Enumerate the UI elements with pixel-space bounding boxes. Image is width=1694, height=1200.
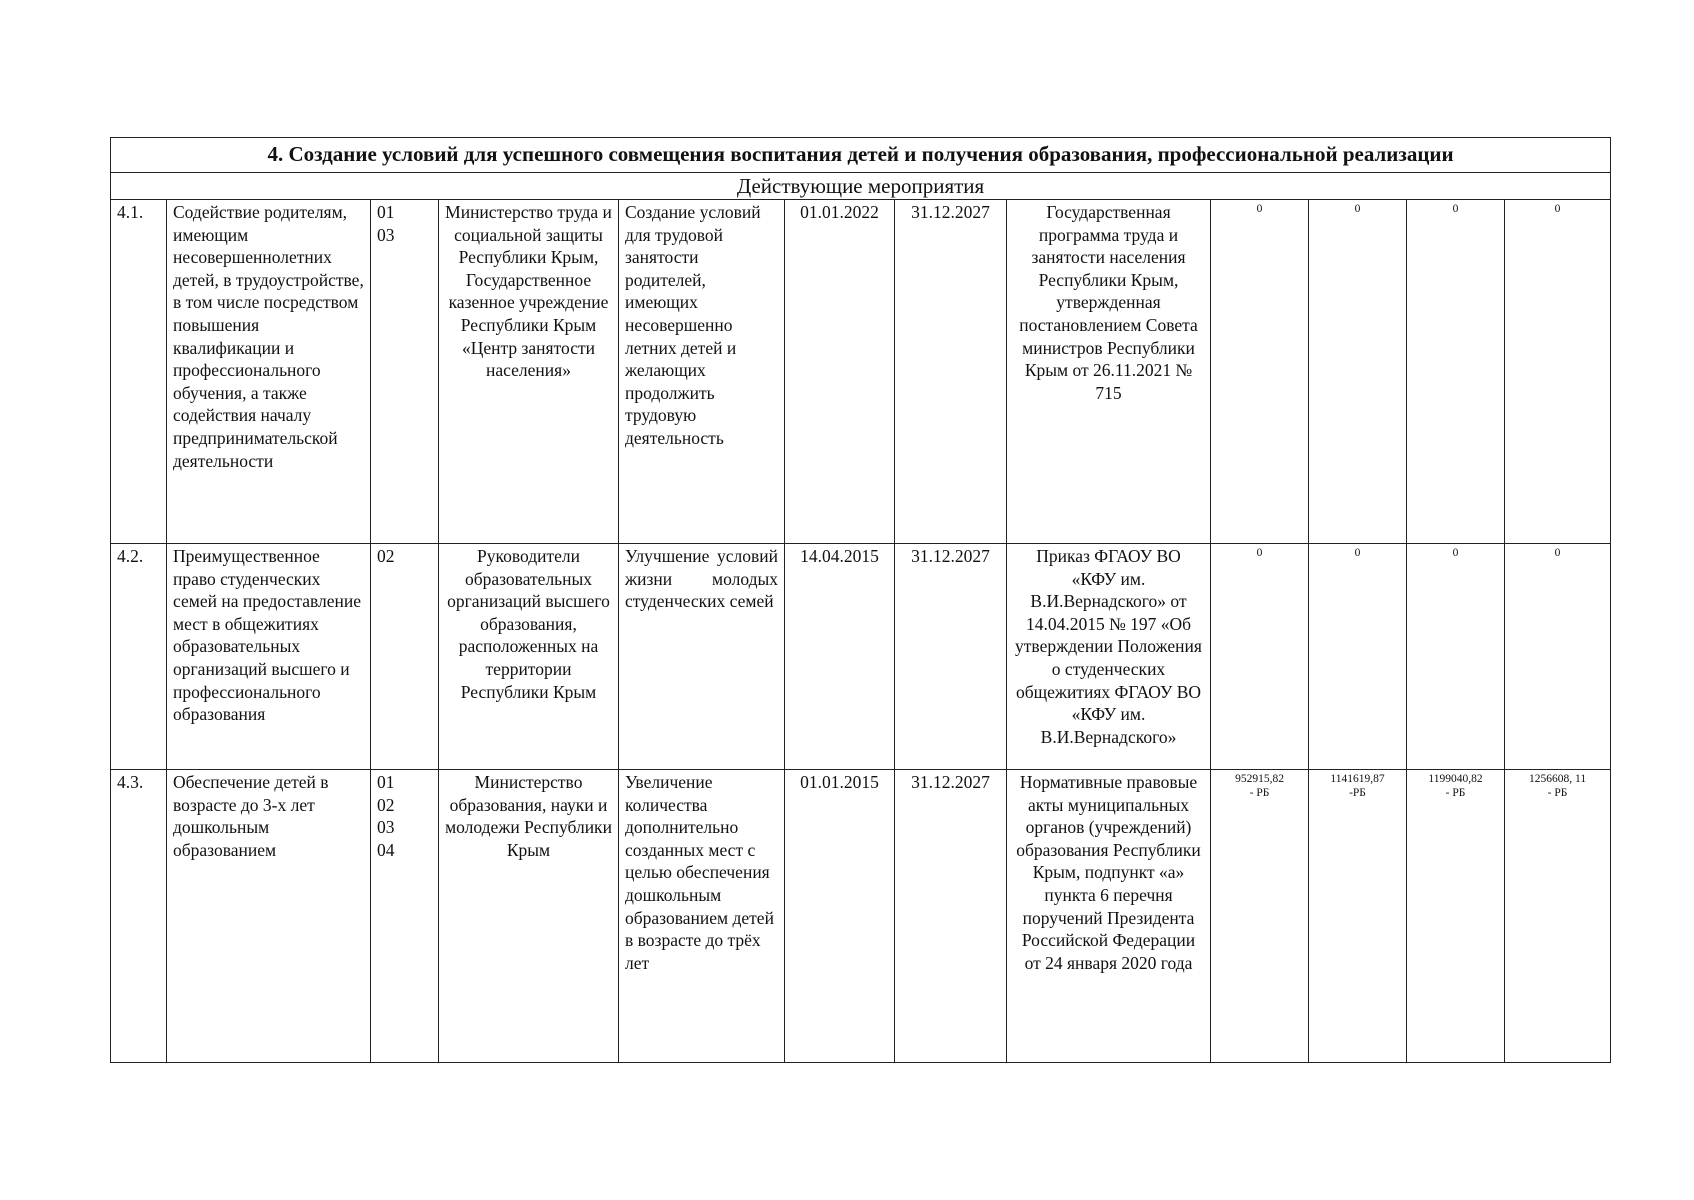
- section-title: 4. Создание условий для успешного совмещения воспитания детей и получения образования, профессиональной реализации: [111, 138, 1611, 173]
- table-row: [111, 200, 1611, 544]
- document-page: [110, 137, 1610, 1063]
- section-subtitle: Действующие мероприятия: [111, 173, 1611, 200]
- measure-cell: Преимущественное право студенческих семей на предоставление мест в общежитиях образовательных организаций высшего и профессионального образования: [167, 544, 371, 770]
- end-date-cell: 31.12.2027: [895, 200, 1007, 544]
- result-cell: Создание условий для трудовой занятости родителей, имеющих несовершенно летних детей и желающих продолжить трудовую деятельность: [619, 200, 785, 544]
- funding-cell: 952915,82 - РБ: [1211, 770, 1309, 1063]
- codes-cell: 01 03: [371, 200, 439, 544]
- basis-cell: Государственная программа труда и занятости населения Республики Крым, утвержденная постановлением Совета министров Республики Крым от 26.11.2021 № 715: [1007, 200, 1211, 544]
- start-date-cell: 01.01.2022: [785, 200, 895, 544]
- funding-cell: 0: [1211, 544, 1309, 770]
- row-number: 4.2.: [111, 544, 167, 770]
- result-cell: Увеличение количества дополнительно созданных мест с целью обеспечения дошкольным образованием детей в возрасте до трёх лет: [619, 770, 785, 1063]
- funding-cell: 0: [1309, 200, 1407, 544]
- executor-cell: Министерство труда и социальной защиты Республики Крым, Государственное казенное учреждение Республики Крым «Центр занятости населения»: [439, 200, 619, 544]
- start-date-cell: 01.01.2015: [785, 770, 895, 1063]
- measure-cell: Содействие родителям, имеющим несовершеннолетних детей, в трудоустройстве, в том числе посредством повышения квалификации и профессионального обучения, а также содействия началу предпринимательской деятельности: [167, 200, 371, 544]
- executor-cell: Министерство образования, науки и молодежи Республики Крым: [439, 770, 619, 1063]
- row-number: 4.3.: [111, 770, 167, 1063]
- end-date-cell: 31.12.2027: [895, 544, 1007, 770]
- basis-cell: Приказ ФГАОУ ВО «КФУ им. В.И.Вернадского» от 14.04.2015 № 197 «Об утверждении Положения о студенческих общежитиях ФГАОУ ВО «КФУ им. В.И.Вернадского»: [1007, 544, 1211, 770]
- measures-table: [110, 137, 1611, 1063]
- basis-cell: Нормативные правовые акты муниципальных органов (учреждений) образования Республики Крым, подпункт «а» пункта 6 перечня поручений Президента Российской Федерации от 24 января 2020 года: [1007, 770, 1211, 1063]
- measure-cell: Обеспечение детей в возрасте до 3-х лет дошкольным образованием: [167, 770, 371, 1063]
- funding-cell: 0: [1407, 544, 1505, 770]
- funding-cell: 0: [1407, 200, 1505, 544]
- codes-cell: 02: [371, 544, 439, 770]
- funding-cell: 0: [1309, 544, 1407, 770]
- table-row: [111, 770, 1611, 1063]
- table-row: [111, 544, 1611, 770]
- funding-cell: 0: [1505, 200, 1611, 544]
- result-cell: Улучшение условий жизни молодых студенческих семей: [619, 544, 785, 770]
- funding-cell: 1256608, 11 - РБ: [1505, 770, 1611, 1063]
- funding-cell: 1141619,87 -РБ: [1309, 770, 1407, 1063]
- section-title-row: [111, 138, 1611, 173]
- funding-cell: 1199040,82 - РБ: [1407, 770, 1505, 1063]
- codes-cell: 01 02 03 04: [371, 770, 439, 1063]
- funding-cell: 0: [1505, 544, 1611, 770]
- funding-cell: 0: [1211, 200, 1309, 544]
- start-date-cell: 14.04.2015: [785, 544, 895, 770]
- executor-cell: Руководители образовательных организаций высшего образования, расположенных на территории Республики Крым: [439, 544, 619, 770]
- row-number: 4.1.: [111, 200, 167, 544]
- section-subtitle-row: [111, 173, 1611, 200]
- end-date-cell: 31.12.2027: [895, 770, 1007, 1063]
